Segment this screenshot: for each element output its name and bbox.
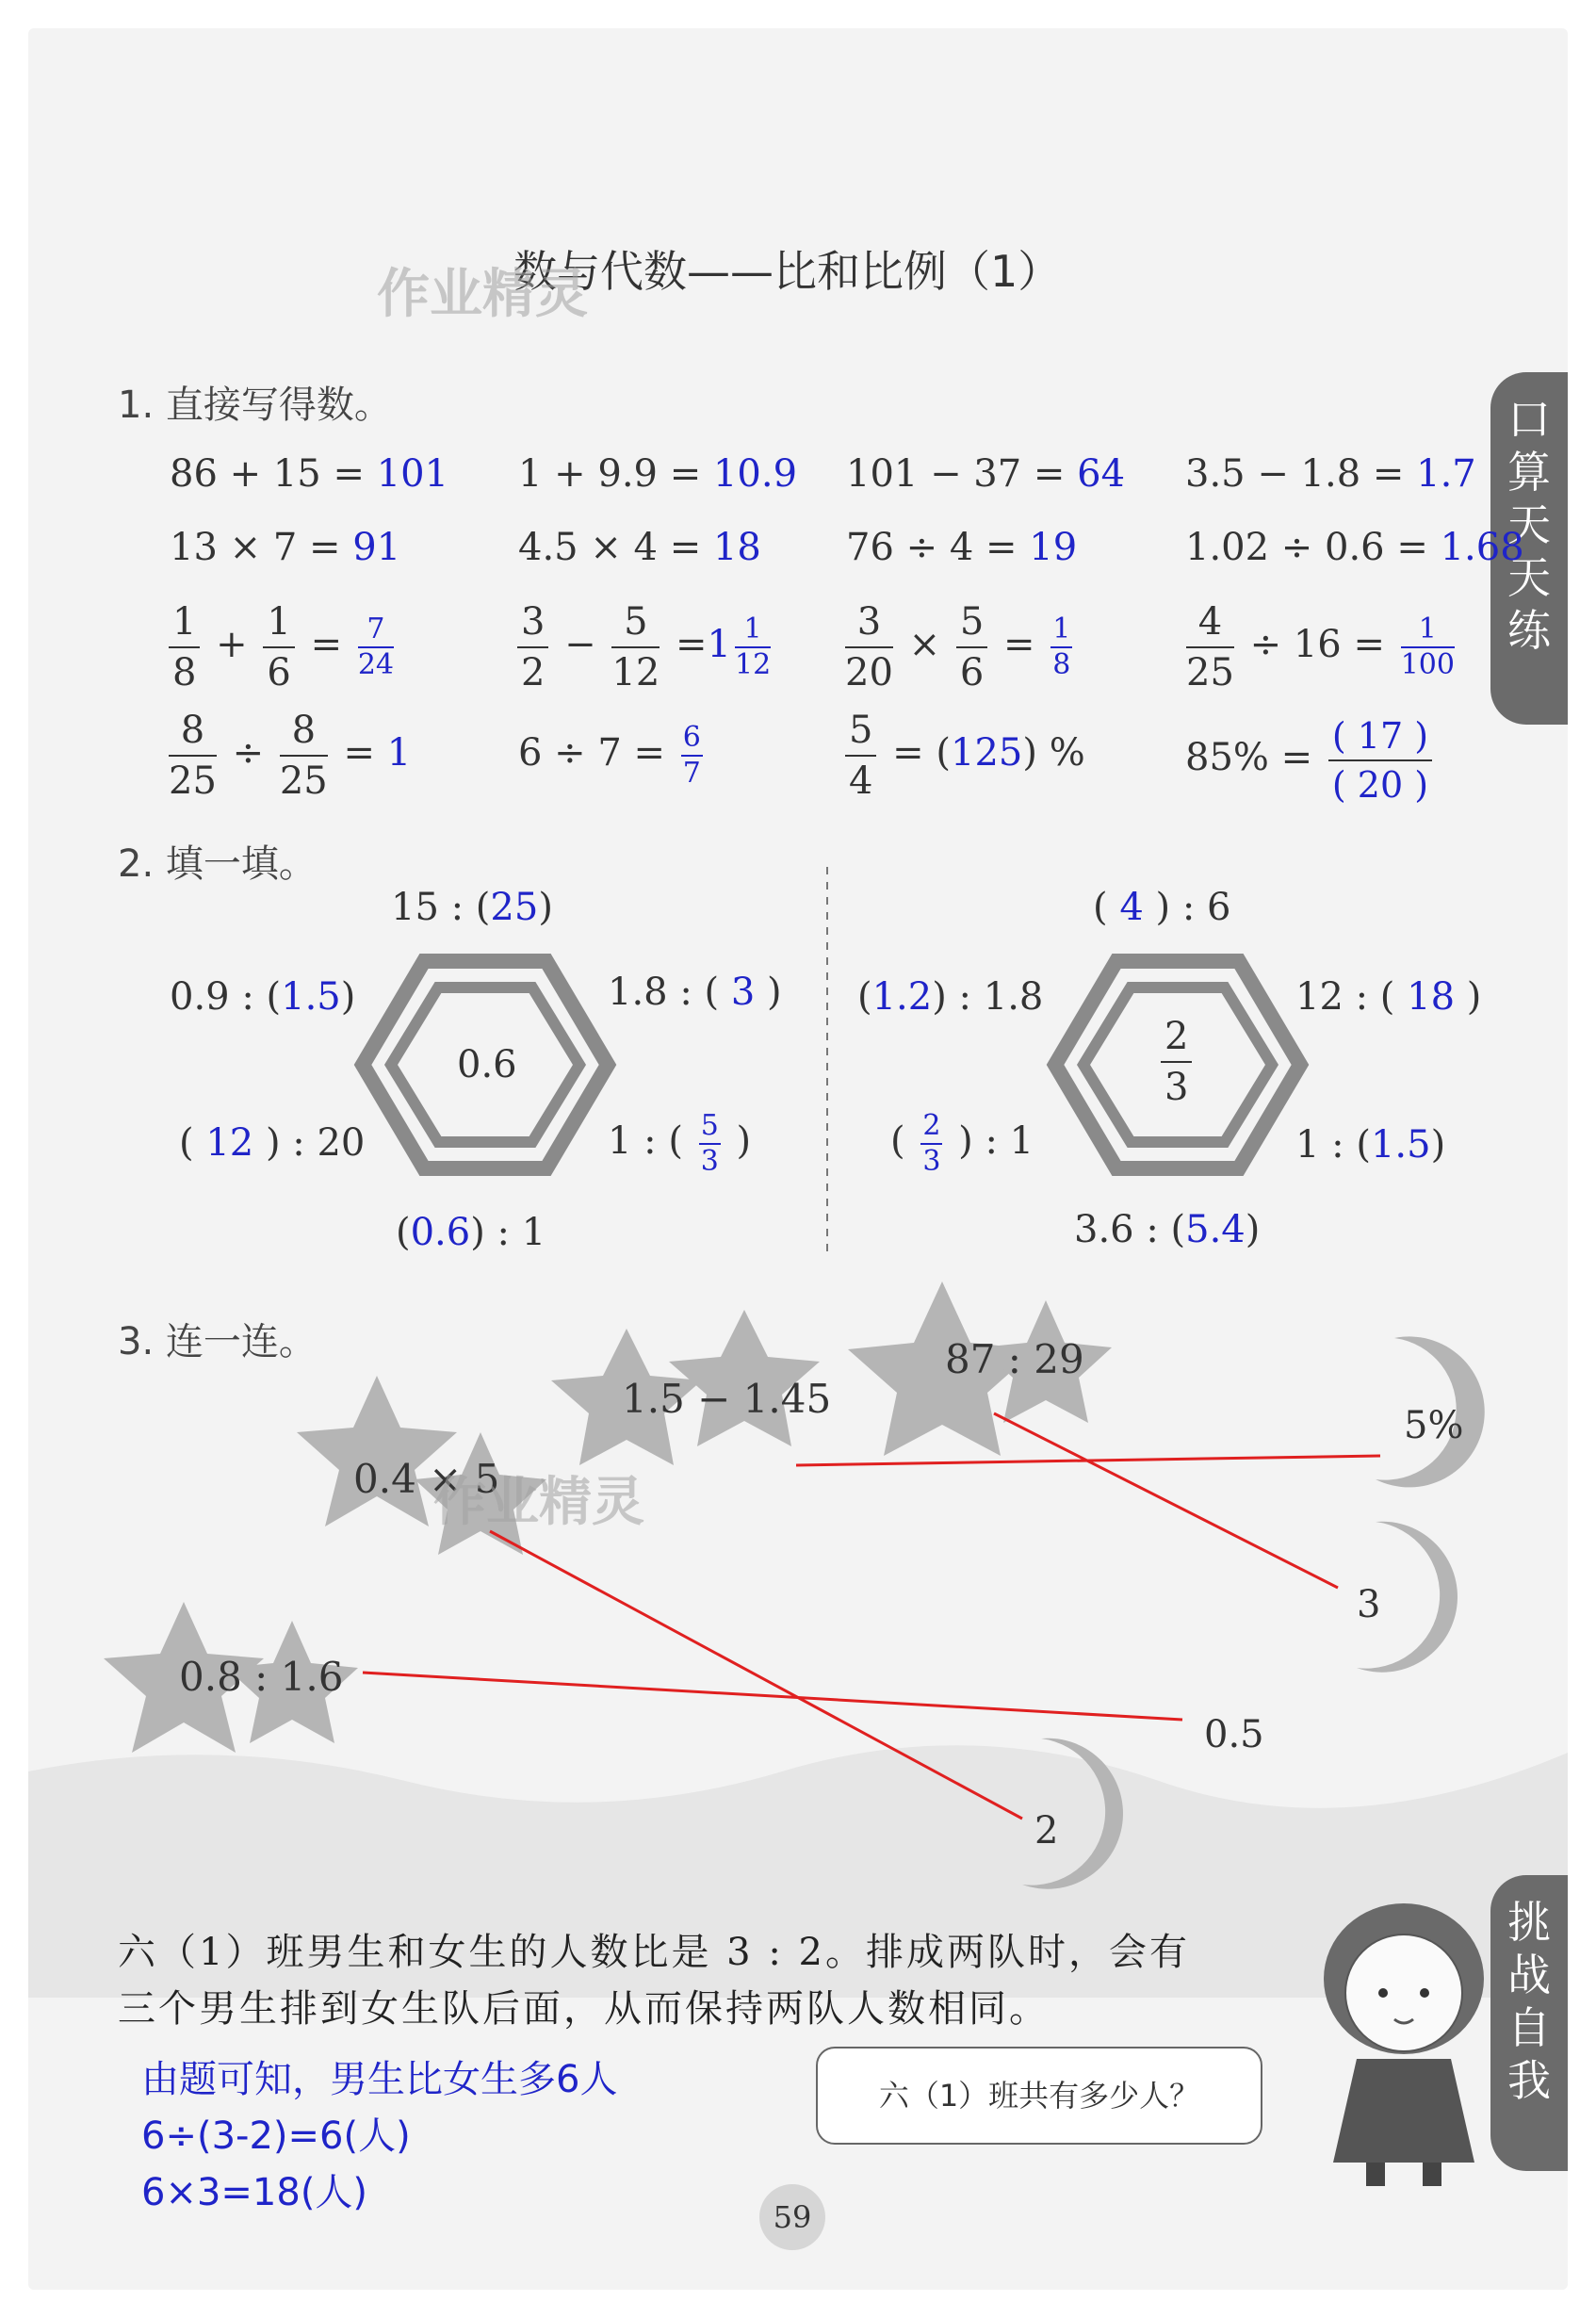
fill-right-lr: 1 : (1.5) xyxy=(1295,1123,1446,1167)
eq-3-4: $\frac{4}{25}$ ÷ 16 = $\frac{1}{100}$ xyxy=(1186,600,1455,694)
moon-label-1: 5% xyxy=(1404,1404,1464,1447)
work-line-2: 6÷(3-2)=6(人) xyxy=(141,2114,411,2158)
girl-illustration xyxy=(1300,1889,1507,2191)
eq-4-2: 6 ÷ 7 = $\frac{6}{7}$ xyxy=(518,721,701,790)
star-label-3: 87 : 29 xyxy=(945,1336,1084,1382)
eq-1-1: 86 + 15 = 101 xyxy=(170,452,449,496)
eq-1-4: 3.5 − 1.8 = 1.7 xyxy=(1185,452,1476,496)
section3-heading: 3. 连一连。 xyxy=(118,1320,317,1363)
page-number: 59 xyxy=(759,2184,825,2250)
star-label-4: 0.8 : 1.6 xyxy=(179,1654,344,1700)
fill-left-bottom: (0.6) : 1 xyxy=(396,1211,546,1254)
match-line xyxy=(994,1413,1338,1588)
work-line-3 xyxy=(141,2163,367,2191)
eq-3-1: $\frac{1}{8}$ + $\frac{1}{6}$ = $\frac{7}{24}$ xyxy=(165,603,398,692)
eq-2-1: 13 × 7 = 91 xyxy=(170,526,401,569)
eq-1-2: 1 + 9.9 = 10.9 xyxy=(518,452,798,496)
eq-2-3: 76 ÷ 4 = 19 xyxy=(846,526,1078,569)
fill-left-ul: 0.9 : (1.5) xyxy=(170,975,356,1019)
divider-dashed xyxy=(825,867,829,1253)
fill-right-bottom: 3.6 : (5.4) xyxy=(1074,1208,1261,1251)
match-line xyxy=(490,1531,1022,1819)
page-title: 数与代数——比和比例（1） xyxy=(513,246,1062,297)
eq-4-3: $\frac{5}{4}$ = (125) % xyxy=(841,711,1085,800)
work-line-1: 由题可知，男生比女生多6人 xyxy=(141,2058,618,2101)
moon-label-3: 0.5 xyxy=(1204,1713,1264,1756)
hexagon-left-center: 0.6 xyxy=(457,1043,517,1086)
tab-challenge-label: 挑战自我 xyxy=(1507,1897,1551,2106)
fill-right-ul: (1.2) : 1.8 xyxy=(857,975,1044,1019)
match-line xyxy=(363,1673,1182,1720)
fill-left-ur: 1.8 : ( 3 ) xyxy=(608,971,782,1014)
fill-right-ur: 12 : ( 18 ) xyxy=(1295,975,1482,1019)
eq-1-3: 101 − 37 = 64 xyxy=(846,452,1126,496)
star-label-2: 1.5 − 1.45 xyxy=(622,1376,832,1422)
challenge-line-1: 六（1）班男生和女生的人数比是 3 : 2。排成两队时，会有 xyxy=(118,1931,1190,1974)
eq-3-2: $\frac{3}{2}$ − $\frac{5}{12}$ =1 $\frac{1}{12}$ xyxy=(513,603,774,692)
fill-left-lr: 1 : ( $\frac{5}{3}$ ) xyxy=(608,1109,752,1178)
fill-left-top: 15 : (25) xyxy=(391,886,553,929)
eq-4-4: 85% = $\frac{( 17 )}{( 20 )}$ xyxy=(1185,718,1436,803)
fill-left-ll: ( 12 ) : 20 xyxy=(179,1121,366,1165)
eq-2-4: 1.02 ÷ 0.6 = 1.68 xyxy=(1185,526,1524,569)
tab-daily-label: 口算天天练 xyxy=(1507,394,1551,656)
speech-bubble: 六（1）班共有多少人？ xyxy=(816,2047,1262,2145)
eq-2-2: 4.5 × 4 = 18 xyxy=(518,526,761,569)
fill-right-ll: ( $\frac{2}{3}$ ) : 1 xyxy=(890,1109,1034,1178)
section1-heading: 1. 直接写得数。 xyxy=(118,384,392,427)
star-label-1: 0.4 × 5 xyxy=(353,1456,500,1502)
moon-label-4: 2 xyxy=(1034,1809,1059,1853)
eq-3-3: $\frac{3}{20}$ × $\frac{5}{6}$ = $\frac{1}{8}$ xyxy=(845,600,1071,694)
fill-right-top: ( 4 ) : 6 xyxy=(1093,886,1231,929)
challenge-line-2: 三个男生排到女生队后面，从而保持两队人数相同。 xyxy=(118,1987,1050,2031)
matching-graphic xyxy=(0,1263,1596,1866)
watermark: 作业精灵 xyxy=(377,264,588,325)
eq-4-1: $\frac{8}{25}$ ÷ $\frac{8}{25}$ = 1 xyxy=(169,709,412,803)
moon-label-2: 3 xyxy=(1357,1583,1381,1626)
watermark-2: 作业精灵 xyxy=(433,1472,644,1533)
section2-heading: 2. 填一填。 xyxy=(118,842,317,886)
hexagon-right-center: $\frac{2}{3}$ xyxy=(1157,1018,1196,1106)
